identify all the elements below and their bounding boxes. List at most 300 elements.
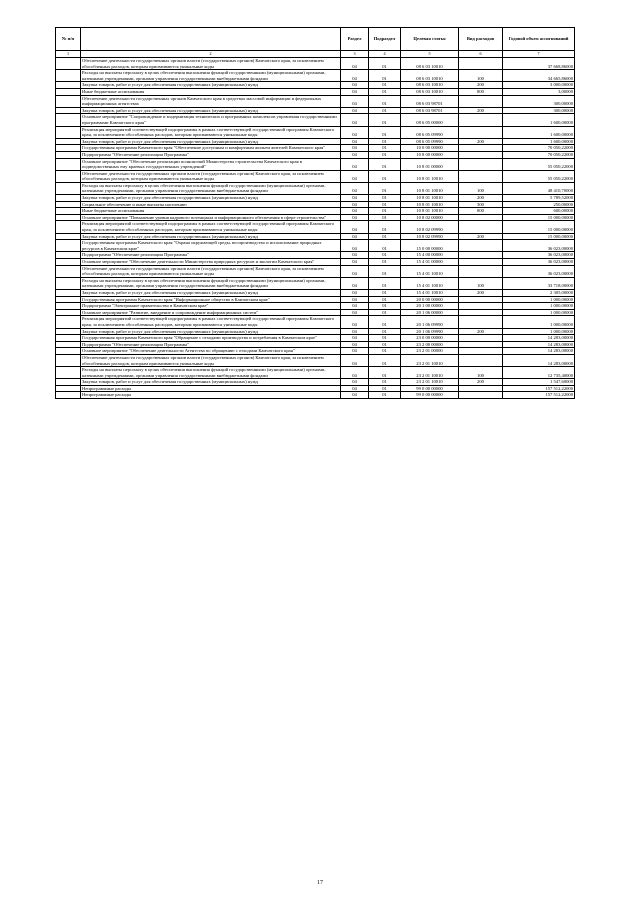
table-row bbox=[56, 138, 575, 145]
table-row bbox=[56, 88, 575, 95]
row-type: 100 bbox=[459, 70, 503, 82]
row-num bbox=[56, 259, 81, 266]
row-amount: 15 000,00000 bbox=[503, 221, 575, 233]
row-section: 04 bbox=[341, 95, 369, 107]
row-num bbox=[56, 201, 81, 208]
row-subsection: 01 bbox=[369, 221, 401, 233]
row-subsection: 01 bbox=[369, 95, 401, 107]
table-row bbox=[56, 303, 575, 310]
row-name: Основное мероприятие "Обеспечение реализации полномочий Министерства строительства Камчатского края в подведомственных ему краевых государственных учреждений" bbox=[81, 158, 341, 170]
row-subsection: 01 bbox=[369, 277, 401, 289]
table-row bbox=[56, 201, 575, 208]
row-num bbox=[56, 316, 81, 328]
row-amount: 300,00000 bbox=[503, 95, 575, 107]
row-type bbox=[459, 126, 503, 138]
row-name: Закупка товаров, работ и услуг для обеспечения государственных (муниципальных) нужд bbox=[81, 379, 341, 386]
row-target: 10 8 02 09990 bbox=[401, 221, 459, 233]
table-row bbox=[56, 158, 575, 170]
row-amount: 15 000,00000 bbox=[503, 214, 575, 221]
row-subsection: 01 bbox=[369, 107, 401, 114]
row-num bbox=[56, 348, 81, 355]
row-name: Расходы на выплаты персоналу в целях обеспечения выполнения функций государственными (муниципальными) органами, казенными учреждениями, органами управления государственными внебюджетными фондами bbox=[81, 277, 341, 289]
row-target: 08 6 03 98701 bbox=[401, 95, 459, 107]
row-num bbox=[56, 341, 81, 348]
row-amount: 15 000,00000 bbox=[503, 233, 575, 240]
row-target: 15 4 00 00000 bbox=[401, 252, 459, 259]
row-target: 10 8 00 00000 bbox=[401, 151, 459, 158]
row-type: 800 bbox=[459, 88, 503, 95]
row-amount: 14 283,00000 bbox=[503, 341, 575, 348]
row-amount: 1 600,00000 bbox=[503, 114, 575, 126]
row-target: 10 8 01 10010 bbox=[401, 208, 459, 215]
row-subsection: 01 bbox=[369, 341, 401, 348]
row-target: 10 8 01 10010 bbox=[401, 195, 459, 202]
row-num bbox=[56, 145, 81, 152]
row-num bbox=[56, 151, 81, 158]
row-subsection: 01 bbox=[369, 335, 401, 342]
row-target: 10 8 01 00000 bbox=[401, 158, 459, 170]
row-amount: 3,00000 bbox=[503, 88, 575, 95]
row-type: 100 bbox=[459, 277, 503, 289]
row-subsection: 01 bbox=[369, 240, 401, 252]
row-amount: 12 735,40000 bbox=[503, 367, 575, 379]
table-row bbox=[56, 259, 575, 266]
row-section: 04 bbox=[341, 240, 369, 252]
row-subsection: 01 bbox=[369, 201, 401, 208]
col-number: 2 bbox=[81, 51, 341, 58]
row-num bbox=[56, 240, 81, 252]
row-type bbox=[459, 214, 503, 221]
row-target: 10 8 01 10010 bbox=[401, 182, 459, 194]
row-name: Обеспечение деятельности государственных органов власти (государственных органов) Камчатского края, за исключением обособленных расходов, которым присваиваются уникальные коды bbox=[81, 354, 341, 366]
row-section: 04 bbox=[341, 328, 369, 335]
budget-table bbox=[55, 27, 575, 399]
row-num bbox=[56, 214, 81, 221]
row-num bbox=[56, 107, 81, 114]
row-type bbox=[459, 316, 503, 328]
table-row bbox=[56, 170, 575, 182]
table-row bbox=[56, 354, 575, 366]
row-target: 10 8 02 00000 bbox=[401, 214, 459, 221]
row-name: Государственная программа Камчатского края "Обращение с отходами производства и потребления в Камчатском крае" bbox=[81, 335, 341, 342]
col-number: 4 bbox=[369, 51, 401, 58]
row-section: 04 bbox=[341, 214, 369, 221]
row-subsection: 01 bbox=[369, 70, 401, 82]
row-subsection: 01 bbox=[369, 392, 401, 399]
row-name: Непрограммные расходы bbox=[81, 385, 341, 392]
row-subsection: 01 bbox=[369, 265, 401, 277]
row-section: 04 bbox=[341, 58, 369, 70]
row-num bbox=[56, 70, 81, 82]
row-type bbox=[459, 259, 503, 266]
row-amount: 1 547,60000 bbox=[503, 379, 575, 386]
row-type bbox=[459, 296, 503, 303]
row-name: Обеспечение деятельности государственных органов власти (государственных органов) Камчатского края, за исключением обособленных расходов, которым присваиваются уникальные коды bbox=[81, 58, 341, 70]
table-row bbox=[56, 82, 575, 89]
row-subsection: 01 bbox=[369, 58, 401, 70]
row-target: 08 6 03 10010 bbox=[401, 58, 459, 70]
row-name: Обеспечение деятельности государственных органов власти (государственных органов) Камчатского края, за исключением обособленных расходов, которым присваиваются уникальные коды bbox=[81, 265, 341, 277]
row-target: 10 8 01 10010 bbox=[401, 201, 459, 208]
row-type: 300 bbox=[459, 201, 503, 208]
row-name: Государственная программа Камчатского края "Обеспечение доступным и комфортным жильем жителей Камчатского края" bbox=[81, 145, 341, 152]
table-row bbox=[56, 114, 575, 126]
row-name: Обеспечение деятельности государственных органов власти (государственных органов) Камчатского края, за исключением обособленных расходов, которым присваиваются уникальные коды bbox=[81, 170, 341, 182]
col-number: 3 bbox=[341, 51, 369, 58]
row-amount: 34 665,86000 bbox=[503, 70, 575, 82]
row-amount: 70 050,22000 bbox=[503, 151, 575, 158]
row-section: 04 bbox=[341, 296, 369, 303]
table-row bbox=[56, 385, 575, 392]
row-section: 04 bbox=[341, 195, 369, 202]
row-num bbox=[56, 114, 81, 126]
row-num bbox=[56, 158, 81, 170]
table-row bbox=[56, 58, 575, 70]
row-subsection: 01 bbox=[369, 252, 401, 259]
row-type: 800 bbox=[459, 208, 503, 215]
row-target: 08 6 03 10010 bbox=[401, 82, 459, 89]
row-amount: 157 512,22000 bbox=[503, 392, 575, 399]
row-target: 23 2 01 10010 bbox=[401, 354, 459, 366]
row-subsection: 01 bbox=[369, 233, 401, 240]
row-section: 04 bbox=[341, 354, 369, 366]
row-num bbox=[56, 138, 81, 145]
row-name: Обеспечение деятельности государственных органов Камчатского края в средствах массовой информации и федеральных информационных агентствах bbox=[81, 95, 341, 107]
table-row bbox=[56, 277, 575, 289]
row-type bbox=[459, 335, 503, 342]
row-section: 04 bbox=[341, 385, 369, 392]
row-target: 08 6 05 09990 bbox=[401, 138, 459, 145]
row-section: 04 bbox=[341, 303, 369, 310]
row-section: 04 bbox=[341, 233, 369, 240]
row-subsection: 01 bbox=[369, 309, 401, 316]
row-type bbox=[459, 158, 503, 170]
row-num bbox=[56, 385, 81, 392]
row-section: 04 bbox=[341, 107, 369, 114]
table-row bbox=[56, 252, 575, 259]
row-name: Подпрограмма "Обеспечение реализации Программы" bbox=[81, 151, 341, 158]
row-num bbox=[56, 379, 81, 386]
table-row bbox=[56, 151, 575, 158]
page-number: 17 bbox=[317, 880, 323, 886]
row-num bbox=[56, 303, 81, 310]
row-target: 23 2 01 00000 bbox=[401, 348, 459, 355]
row-subsection: 01 bbox=[369, 82, 401, 89]
row-name: Закупка товаров, работ и услуг для обеспечения государственных (муниципальных) нужд bbox=[81, 82, 341, 89]
row-type bbox=[459, 151, 503, 158]
row-amount: 1 000,00000 bbox=[503, 328, 575, 335]
row-name: Иные бюджетные ассигнования bbox=[81, 208, 341, 215]
row-section: 04 bbox=[341, 316, 369, 328]
row-num bbox=[56, 252, 81, 259]
row-target: 15 4 01 00000 bbox=[401, 259, 459, 266]
row-section: 04 bbox=[341, 208, 369, 215]
row-target: 23 2 01 10010 bbox=[401, 367, 459, 379]
table-row bbox=[56, 95, 575, 107]
row-type: 200 bbox=[459, 82, 503, 89]
table-row bbox=[56, 392, 575, 399]
header-num: № п/п bbox=[56, 28, 81, 51]
table-row bbox=[56, 348, 575, 355]
row-section: 04 bbox=[341, 392, 369, 399]
header-amount: Годовой объем ассигнований bbox=[503, 28, 575, 51]
row-amount: 48 410,70000 bbox=[503, 182, 575, 194]
row-section: 04 bbox=[341, 201, 369, 208]
row-name: Основное мероприятие "Обеспечение деятельности Агентства по обращению с отходами Камчатского края" bbox=[81, 348, 341, 355]
row-amount: 300,00000 bbox=[503, 107, 575, 114]
table-row bbox=[56, 328, 575, 335]
row-amount: 55 050,22000 bbox=[503, 158, 575, 170]
row-type bbox=[459, 95, 503, 107]
row-num bbox=[56, 296, 81, 303]
row-target: 08 6 03 98701 bbox=[401, 107, 459, 114]
row-section: 04 bbox=[341, 309, 369, 316]
row-target: 15 0 00 00000 bbox=[401, 240, 459, 252]
row-subsection: 01 bbox=[369, 348, 401, 355]
row-target: 99 0 00 00000 bbox=[401, 392, 459, 399]
table-row bbox=[56, 233, 575, 240]
row-name: Государственная программа Камчатского края "Охрана окружающей среды, воспроизводство и использование природных ресурсов в Камчатском крае" bbox=[81, 240, 341, 252]
row-amount: 1 600,00000 bbox=[503, 138, 575, 145]
row-subsection: 01 bbox=[369, 316, 401, 328]
row-amount: 14 283,00000 bbox=[503, 335, 575, 342]
row-amount: 55 050,22000 bbox=[503, 170, 575, 182]
row-num bbox=[56, 392, 81, 399]
row-num bbox=[56, 265, 81, 277]
table-row bbox=[56, 208, 575, 215]
row-num bbox=[56, 354, 81, 366]
row-target: 08 6 05 00000 bbox=[401, 114, 459, 126]
row-name: Государственная программа Камчатского края "Информационное общество в Камчатском крае" bbox=[81, 296, 341, 303]
budget-table-page bbox=[55, 27, 574, 399]
row-num bbox=[56, 335, 81, 342]
row-target: 10 8 02 09990 bbox=[401, 233, 459, 240]
row-section: 04 bbox=[341, 151, 369, 158]
row-name: Подпрограмма "Обеспечение реализации Программы" bbox=[81, 341, 341, 348]
header-row bbox=[56, 28, 575, 51]
row-name: Подпрограмма "Электронное правительство в Камчатском крае" bbox=[81, 303, 341, 310]
row-name: Непрограммные расходы bbox=[81, 392, 341, 399]
row-section: 04 bbox=[341, 82, 369, 89]
table-row bbox=[56, 182, 575, 194]
row-amount: 2 305,00000 bbox=[503, 289, 575, 296]
header-subsection: Подраздел bbox=[369, 28, 401, 51]
header-type: Вид расходов bbox=[459, 28, 503, 51]
row-num bbox=[56, 88, 81, 95]
row-name: Подпрограмма "Обеспечение реализации Программы" bbox=[81, 252, 341, 259]
row-name: Расходы на выплаты персоналу в целях обеспечения выполнения функций государственными (муниципальными) органами, казенными учреждениями, органами управления государственными внебюджетными фондами bbox=[81, 367, 341, 379]
row-subsection: 01 bbox=[369, 114, 401, 126]
table-row bbox=[56, 309, 575, 316]
row-subsection: 01 bbox=[369, 170, 401, 182]
row-section: 04 bbox=[341, 289, 369, 296]
row-section: 04 bbox=[341, 259, 369, 266]
table-row bbox=[56, 107, 575, 114]
row-section: 04 bbox=[341, 221, 369, 233]
row-target: 20 1 06 00000 bbox=[401, 309, 459, 316]
row-name: Основное мероприятие "Развитие, внедрение и сопровождение информационных систем" bbox=[81, 309, 341, 316]
row-num bbox=[56, 367, 81, 379]
row-subsection: 01 bbox=[369, 379, 401, 386]
row-target: 08 6 03 10010 bbox=[401, 88, 459, 95]
table-row bbox=[56, 195, 575, 202]
row-target: 10 0 00 00000 bbox=[401, 145, 459, 152]
row-num bbox=[56, 309, 81, 316]
row-name: Реализация мероприятий соответствующей подпрограммы в рамках соответствующей государственной программы Камчатского края, за исключением обособленных расходов, которым присваиваются уникальные коды bbox=[81, 221, 341, 233]
row-subsection: 01 bbox=[369, 259, 401, 266]
table-row bbox=[56, 289, 575, 296]
row-subsection: 01 bbox=[369, 328, 401, 335]
col-number: 6 bbox=[459, 51, 503, 58]
row-type bbox=[459, 252, 503, 259]
row-name: Социальное обеспечение и иные выплаты населению bbox=[81, 201, 341, 208]
row-target: 20 0 00 00000 bbox=[401, 296, 459, 303]
table-row bbox=[56, 296, 575, 303]
row-target: 20 1 06 09990 bbox=[401, 316, 459, 328]
row-name: Закупка товаров, работ и услуг для обеспечения государственных (муниципальных) нужд bbox=[81, 138, 341, 145]
row-name: Основное мероприятие "Обеспечение деятельности Министерства природных ресурсов и экологии Камчатского края" bbox=[81, 259, 341, 266]
row-type bbox=[459, 145, 503, 152]
row-type bbox=[459, 392, 503, 399]
row-section: 04 bbox=[341, 379, 369, 386]
table-row bbox=[56, 214, 575, 221]
row-name: Основное мероприятие "Сопровождение и модернизация технических и программных комплексов управления государственными программами Камчатского края" bbox=[81, 114, 341, 126]
row-section: 04 bbox=[341, 114, 369, 126]
row-section: 04 bbox=[341, 265, 369, 277]
row-target: 23 0 00 00000 bbox=[401, 335, 459, 342]
row-type: 200 bbox=[459, 138, 503, 145]
row-type bbox=[459, 170, 503, 182]
row-amount: 33 718,00000 bbox=[503, 277, 575, 289]
row-type: 200 bbox=[459, 107, 503, 114]
row-subsection: 01 bbox=[369, 214, 401, 221]
row-target: 10 8 01 10010 bbox=[401, 170, 459, 182]
row-amount: 157 512,22000 bbox=[503, 385, 575, 392]
row-name: Основное мероприятие "Повышение уровня кадрового потенциала и информационного обеспечения в сфере строительства" bbox=[81, 214, 341, 221]
row-name: Расходы на выплаты персоналу в целях обеспечения выполнения функций государственными (муниципальными) органами, казенными учреждениями, органами управления государственными внебюджетными фондами bbox=[81, 70, 341, 82]
row-num bbox=[56, 195, 81, 202]
row-num bbox=[56, 277, 81, 289]
row-type: 100 bbox=[459, 367, 503, 379]
row-name: Закупка товаров, работ и услуг для обеспечения государственных (муниципальных) нужд bbox=[81, 107, 341, 114]
row-subsection: 01 bbox=[369, 367, 401, 379]
row-subsection: 01 bbox=[369, 289, 401, 296]
table-body bbox=[56, 58, 575, 399]
row-target: 99 0 00 00000 bbox=[401, 385, 459, 392]
row-type bbox=[459, 341, 503, 348]
row-subsection: 01 bbox=[369, 158, 401, 170]
row-target: 15 4 01 10010 bbox=[401, 289, 459, 296]
row-amount: 36 023,00000 bbox=[503, 252, 575, 259]
row-num bbox=[56, 182, 81, 194]
row-type bbox=[459, 58, 503, 70]
row-subsection: 01 bbox=[369, 354, 401, 366]
row-type bbox=[459, 265, 503, 277]
row-amount: 1 000,00000 bbox=[503, 296, 575, 303]
row-type bbox=[459, 348, 503, 355]
row-type: 100 bbox=[459, 182, 503, 194]
column-number-row bbox=[56, 51, 575, 58]
row-amount: 3 000,00000 bbox=[503, 82, 575, 89]
row-num bbox=[56, 95, 81, 107]
row-target: 20 1 00 00000 bbox=[401, 303, 459, 310]
row-name: Иные бюджетные ассигнования bbox=[81, 88, 341, 95]
row-num bbox=[56, 170, 81, 182]
row-num bbox=[56, 328, 81, 335]
table-row bbox=[56, 367, 575, 379]
row-section: 04 bbox=[341, 341, 369, 348]
table-row bbox=[56, 335, 575, 342]
col-number: 1 bbox=[56, 51, 81, 58]
table-row bbox=[56, 221, 575, 233]
row-subsection: 01 bbox=[369, 208, 401, 215]
row-name: Реализация мероприятий соответствующей подпрограммы в рамках соответствующей государственной программы Камчатского края, за исключением обособленных расходов, которым присваиваются уникальные коды bbox=[81, 316, 341, 328]
row-type bbox=[459, 240, 503, 252]
table-row bbox=[56, 70, 575, 82]
row-amount: 36 023,00000 bbox=[503, 259, 575, 266]
row-amount: 36 023,00000 bbox=[503, 240, 575, 252]
row-name: Расходы на выплаты персоналу в целях обеспечения выполнения функций государственными (муниципальными) органами, казенными учреждениями, органами управления государственными внебюджетными фондами bbox=[81, 182, 341, 194]
row-type: 200 bbox=[459, 379, 503, 386]
row-amount: 5 789,52000 bbox=[503, 195, 575, 202]
row-num bbox=[56, 82, 81, 89]
table-row bbox=[56, 265, 575, 277]
table-row bbox=[56, 341, 575, 348]
row-subsection: 01 bbox=[369, 126, 401, 138]
row-name: Реализация мероприятий соответствующей подпрограммы в рамках соответствующей государственной программы Камчатского края, за исключением обособленных расходов, которым присваиваются уникальные коды bbox=[81, 126, 341, 138]
row-amount: 1 000,00000 bbox=[503, 309, 575, 316]
row-amount: 70 050,22000 bbox=[503, 145, 575, 152]
row-section: 04 bbox=[341, 170, 369, 182]
row-target: 23 2 00 00000 bbox=[401, 341, 459, 348]
row-amount: 36 023,00000 bbox=[503, 265, 575, 277]
row-subsection: 01 bbox=[369, 296, 401, 303]
row-amount: 1 000,00000 bbox=[503, 303, 575, 310]
row-amount: 1 000,00000 bbox=[503, 316, 575, 328]
row-target: 08 6 05 09990 bbox=[401, 126, 459, 138]
row-section: 04 bbox=[341, 367, 369, 379]
row-subsection: 01 bbox=[369, 88, 401, 95]
row-section: 04 bbox=[341, 335, 369, 342]
row-section: 04 bbox=[341, 277, 369, 289]
header-name bbox=[81, 28, 341, 51]
row-target: 20 1 06 09990 bbox=[401, 328, 459, 335]
row-name: Закупка товаров, работ и услуг для обеспечения государственных (муниципальных) нужд bbox=[81, 328, 341, 335]
row-section: 04 bbox=[341, 348, 369, 355]
row-num bbox=[56, 126, 81, 138]
row-target: 08 6 03 10010 bbox=[401, 70, 459, 82]
row-num bbox=[56, 58, 81, 70]
row-subsection: 01 bbox=[369, 182, 401, 194]
row-type bbox=[459, 309, 503, 316]
col-number: 5 bbox=[401, 51, 459, 58]
table-row bbox=[56, 240, 575, 252]
row-type: 200 bbox=[459, 289, 503, 296]
row-type bbox=[459, 385, 503, 392]
row-num bbox=[56, 221, 81, 233]
row-num bbox=[56, 289, 81, 296]
table-row bbox=[56, 379, 575, 386]
row-section: 04 bbox=[341, 70, 369, 82]
table-row bbox=[56, 126, 575, 138]
row-section: 04 bbox=[341, 88, 369, 95]
table-row bbox=[56, 316, 575, 328]
row-amount: 14 283,00000 bbox=[503, 348, 575, 355]
row-type bbox=[459, 114, 503, 126]
header-target: Целевая статья bbox=[401, 28, 459, 51]
col-number: 7 bbox=[503, 51, 575, 58]
row-section: 04 bbox=[341, 126, 369, 138]
